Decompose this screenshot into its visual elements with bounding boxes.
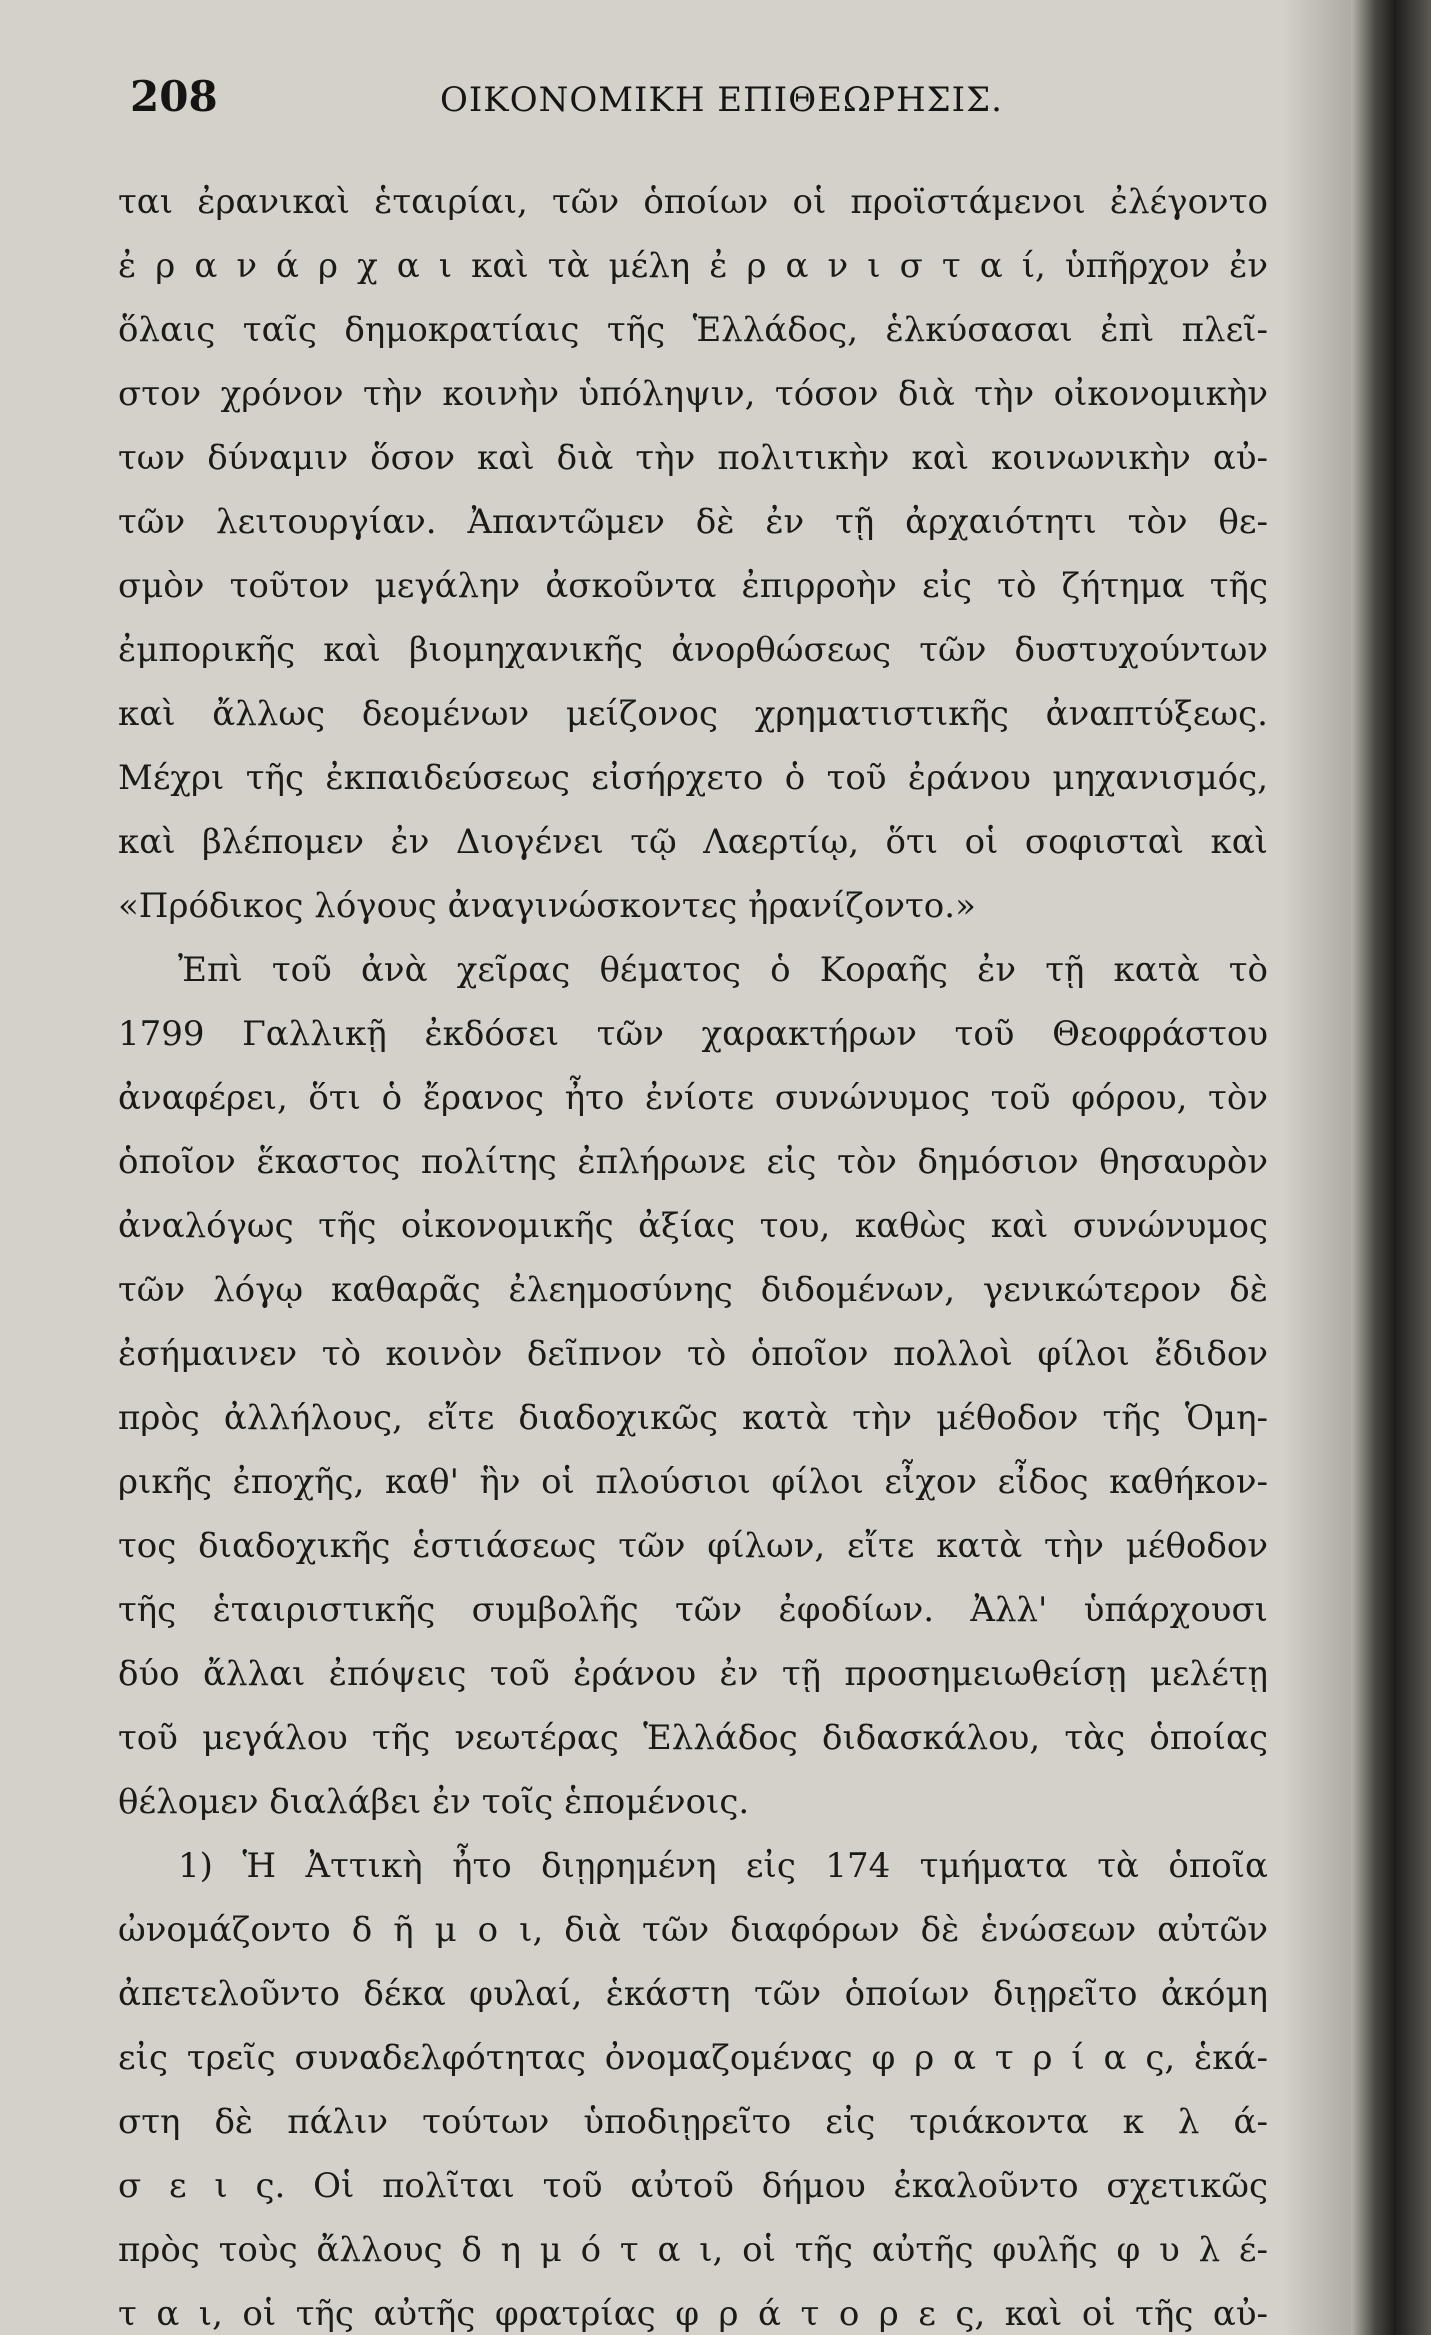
text-line: Μέχρι τῆς ἐκπαιδεύσεως εἰσήρχετο ὁ τοῦ ἐράνου μηχανισμός,: [118, 758, 1268, 798]
text-line: «Πρόδικος λόγους ἀναγινώσκοντες ἠρανίζοντο.»: [118, 886, 976, 926]
text-line: 1799 Γαλλικῇ ἐκδόσει τῶν χαρακτήρων τοῦ Θεοφράστου: [118, 1014, 1268, 1054]
page-gutter-shadow: [1281, 0, 1351, 2335]
text-line: πρὸς ἀλλήλους, εἴτε διαδοχικῶς κατὰ τὴν μέθοδον τῆς Ὁμη-: [118, 1398, 1268, 1438]
text-line: Ἐπὶ τοῦ ἀνὰ χεῖρας θέματος ὁ Κοραῆς ἐν τῇ κατὰ τὸ: [178, 950, 1268, 990]
text-line: ἀναφέρει, ὅτι ὁ ἔρανος ἦτο ἐνίοτε συνώνυμος τοῦ φόρου, τὸν: [118, 1078, 1268, 1118]
text-line: ὅλαις ταῖς δημοκρατίαις τῆς Ἑλλάδος, ἑλκύσασαι ἐπὶ πλεῖ-: [118, 310, 1268, 350]
text-line: καὶ βλέπομεν ἐν Διογένει τῷ Λαερτίῳ, ὅτι οἱ σοφισταὶ καὶ: [118, 822, 1268, 862]
text-line: στον χρόνον τὴν κοινὴν ὑπόληψιν, τόσον διὰ τὴν οἰκονομικὴν: [118, 374, 1268, 414]
text-line: τῶν λειτουργίαν. Ἀπαντῶμεν δὲ ἐν τῇ ἀρχαιότητι τὸν θε-: [118, 502, 1268, 542]
text-line: ρικῆς ἐποχῆς, καθ' ἣν οἱ πλούσιοι φίλοι εἶχον εἶδος καθήκον-: [118, 1462, 1268, 1502]
text-line: ὁποῖον ἕκαστος πολίτης ἐπλήρωνε εἰς τὸν δημόσιον θησαυρὸν: [118, 1142, 1268, 1182]
page-header: [130, 72, 1300, 132]
text-line: ὠνομάζοντο δ ῆ μ ο ι, διὰ τῶν διαφόρων δὲ ἑνώσεων αὐτῶν: [118, 1910, 1268, 1950]
text-line: ἀπετελοῦντο δέκα φυλαί, ἑκάστη τῶν ὁποίων διῃρεῖτο ἀκόμη: [118, 1974, 1268, 2014]
body-text: [118, 170, 1268, 2335]
book-binding-edge: [1351, 0, 1431, 2335]
text-line: ἐμπορικῆς καὶ βιομηχανικῆς ἀνορθώσεως τῶν δυστυχούντων: [118, 630, 1268, 670]
text-line: ἐσήμαινεν τὸ κοινὸν δεῖπνον τὸ ὁποῖον πολλοὶ φίλοι ἔδιδον: [118, 1334, 1268, 1374]
text-line: στη δὲ πάλιν τούτων ὑποδιῃρεῖτο εἰς τριάκοντα κ λ ά-: [118, 2102, 1268, 2142]
text-line: τοῦ μεγάλου τῆς νεωτέρας Ἑλλάδος διδασκάλου, τὰς ὁποίας: [118, 1718, 1268, 1758]
page-number: 208: [130, 72, 218, 121]
text-line: εἰς τρεῖς συναδελφότητας ὀνομαζομένας φ ρ α τ ρ ί α ς, ἑκά-: [118, 2038, 1268, 2078]
text-line: θέλομεν διαλάβει ἐν τοῖς ἑπομένοις.: [118, 1782, 750, 1822]
text-line: σ ε ι ς. Οἱ πολῖται τοῦ αὐτοῦ δήμου ἐκαλοῦντο σχετικῶς: [118, 2166, 1268, 2206]
text-line: πρὸς τοὺς ἄλλους δ η μ ό τ α ι, οἱ τῆς αὐτῆς φυλῆς φ υ λ έ-: [118, 2230, 1268, 2270]
text-line: ται ἐρανικαὶ ἑταιρίαι, τῶν ὁποίων οἱ προϊστάμενοι ἐλέγοντο: [118, 182, 1268, 222]
text-line: σμὸν τοῦτον μεγάλην ἀσκοῦντα ἐπιρροὴν εἰς τὸ ζήτημα τῆς: [118, 566, 1268, 606]
text-line: καὶ ἄλλως δεομένων μείζονος χρηματιστικῆς ἀναπτύξεως.: [118, 694, 1268, 734]
text-line: ἐ ρ α ν ά ρ χ α ι καὶ τὰ μέλη ἐ ρ α ν ι σ τ α ί, ὑπῆρχον ἐν: [118, 246, 1268, 286]
text-line: τ α ι, οἱ τῆς αὐτῆς φρατρίας φ ρ ά τ ο ρ ε ς, καὶ οἱ τῆς αὐ-: [118, 2294, 1268, 2334]
text-line: τος διαδοχικῆς ἑστιάσεως τῶν φίλων, εἴτε κατὰ τὴν μέθοδον: [118, 1526, 1268, 1566]
text-line: ἀναλόγως τῆς οἰκονομικῆς ἀξίας του, καθὼς καὶ συνώνυμος: [118, 1206, 1268, 1246]
text-line: τῆς ἑταιριστικῆς συμβολῆς τῶν ἐφοδίων. Ἀλλ' ὑπάρχουσι: [118, 1590, 1268, 1630]
text-line: των δύναμιν ὅσον καὶ διὰ τὴν πολιτικὴν καὶ κοινωνικὴν αὐ-: [118, 438, 1268, 478]
text-line: τῶν λόγῳ καθαρᾶς ἐλεημοσύνης διδομένων, γενικώτερον δὲ: [118, 1270, 1268, 1310]
running-title: ΟΙΚΟΝΟΜΙΚΗ ΕΠΙΘΕΩΡΗΣΙΣ.: [440, 80, 1003, 120]
text-line: δύο ἄλλαι ἐπόψεις τοῦ ἐράνου ἐν τῇ προσημειωθείσῃ μελέτῃ: [118, 1654, 1268, 1694]
text-line: 1) Ἡ Ἀττικὴ ἦτο διῃρημένη εἰς 174 τμήματα τὰ ὁποῖα: [178, 1846, 1268, 1886]
